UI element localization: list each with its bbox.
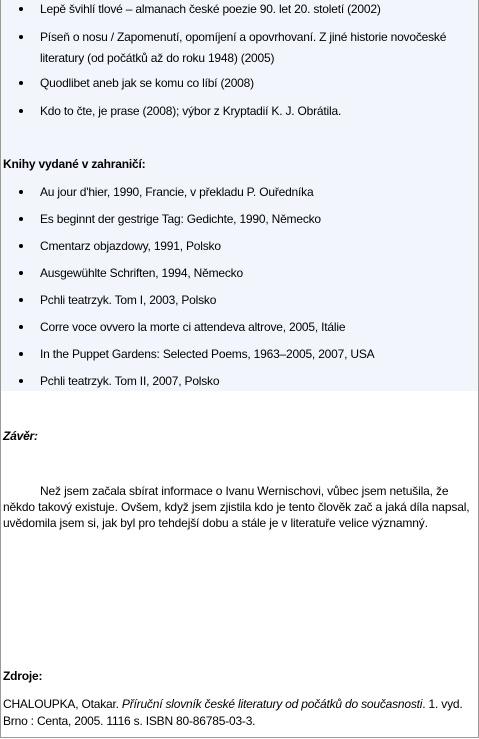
list-item-text: Lepě švihlí tlové – almanach české poezie 90. let 20. století (2002) <box>40 2 381 16</box>
bullet-icon <box>19 298 23 302</box>
list-item-text: Au jour d'hier, 1990, Francie, v překladu P. Ouředníka <box>40 185 314 199</box>
bullet-icon <box>19 352 23 356</box>
source-title: Příruční slovník české literatury od počátků do současnosti <box>121 697 423 711</box>
list-item-text: Kdo to čte, je prase (2008); výbor z Kryptadií K. J. Obrátila. <box>40 104 342 118</box>
list-item-text: Corre voce ovvero la morte ci attendeva altrove, 2005, Itálie <box>40 320 346 334</box>
list-item-text: Píseň o nosu / Zapomenutí, opomíjení a opovrhovaní. Z jiné historie novočeské literatury (od počátků až do roku 1948) (2005) <box>40 30 447 65</box>
list-item-text: Es beginnt der gestrige Tag: Gedichte, 1990, Německo <box>40 212 321 226</box>
list-item-text: Pchli teatrzyk. Tom II, 2007, Polsko <box>40 374 220 388</box>
bullet-icon <box>19 81 23 85</box>
list-item-text: Ausgewühlte Schriften, 1994, Německo <box>40 266 243 280</box>
bullet-icon <box>19 217 23 221</box>
source-author: CHALOUPKA, Otakar. <box>3 697 119 711</box>
list-item-text: In the Puppet Gardens: Selected Poems, 1963–2005, 2007, USA <box>40 347 375 361</box>
source-citation <box>3 696 477 730</box>
bullet-icon <box>19 109 23 113</box>
heading-conclusion: Závěr: <box>3 429 38 443</box>
bullet-icon <box>19 271 23 275</box>
list-item-text: Quodlibet aneb jak se komu co líbí (2008) <box>40 76 254 90</box>
bullet-icon <box>19 190 23 194</box>
source-rest: . 1. vyd. Brno : Centa, 2005. 1116 s. ISBN 80-86785-03-3. <box>3 697 463 728</box>
bullet-icon <box>19 244 23 248</box>
conclusion-paragraph: Než jsem začala sbírat informace o Ivanu Wernischovi, vůbec jsem netušila, že někdo takový existuje. Ovšem, když jsem zjistila kdo je tento člověk zač a jaká díla napsal, uvědomila jsem si, jak byl pro tehdejší dobu a stále je v literatuře velice významný. <box>3 484 470 530</box>
bullet-icon <box>19 379 23 383</box>
bullet-icon <box>19 35 23 39</box>
list-item-text: Pchli teatrzyk. Tom I, 2003, Polsko <box>40 293 217 307</box>
bullet-icon <box>19 7 23 11</box>
bullet-icon <box>19 325 23 329</box>
heading-abroad: Knihy vydané v zahraničí: <box>3 157 146 171</box>
heading-sources: Zdroje: <box>3 669 43 683</box>
list-item-text: Cmentarz objazdowy, 1991, Polsko <box>40 239 221 253</box>
